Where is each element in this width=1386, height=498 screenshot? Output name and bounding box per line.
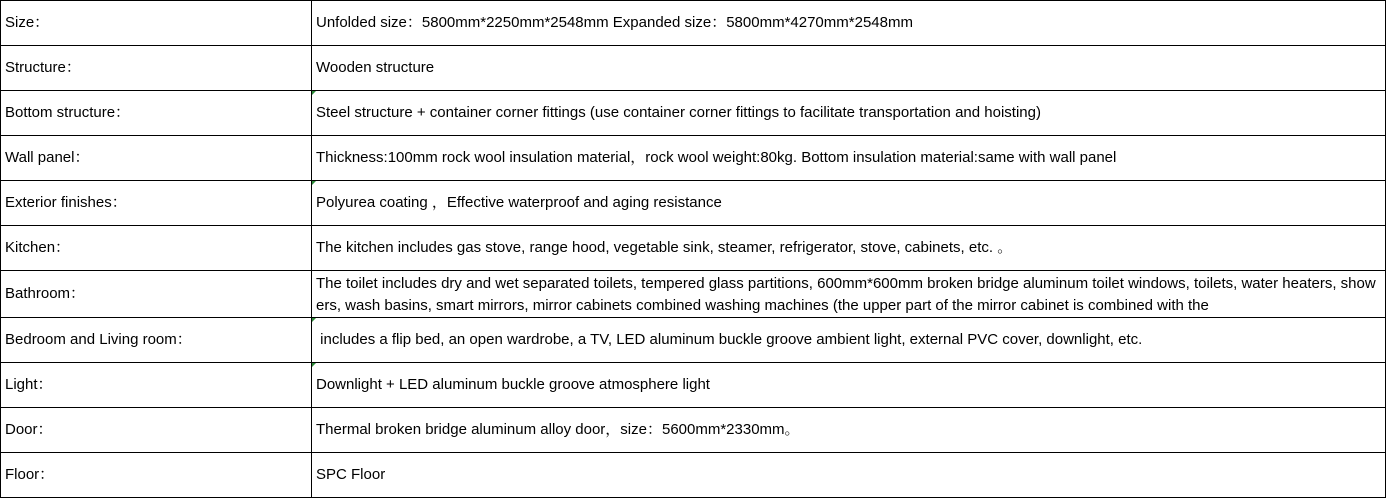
- row-value-bathroom[interactable]: The toilet includes dry and wet separated toilets, tempered glass partitions, 600mm*600mm broken bridge aluminum toilet windows, toilets, water heaters, showers, wash basins, smart mirrors, mirror cabinets combined washing machines (the upper part of the mirror cabinet is combined with the: [312, 271, 1386, 318]
- row-value-text: Downlight + LED aluminum buckle groove atmosphere light: [316, 376, 710, 393]
- cell-comment-marker: [312, 181, 316, 185]
- table-row: [1, 46, 1386, 91]
- cell-comment-marker: [312, 91, 316, 95]
- row-label-bedroom-living[interactable]: Bedroom and Living room：: [1, 318, 312, 363]
- table-row: [1, 318, 1386, 363]
- row-value-text: Polyurea coating ，Effective waterproof and aging resistance: [316, 194, 722, 211]
- table-row: [1, 226, 1386, 271]
- table-row: [1, 453, 1386, 498]
- row-label-door[interactable]: Door：: [1, 408, 312, 453]
- cell-comment-marker: [312, 363, 316, 367]
- row-label-light[interactable]: Light：: [1, 363, 312, 408]
- row-value-text: includes a flip bed, an open wardrobe, a TV, LED aluminum buckle groove ambient light, external PVC cover, downlight, etc.: [316, 331, 1143, 348]
- row-value-text: Steel structure + container corner fittings (use container corner fittings to facilitate transportation and hoisting): [316, 104, 1041, 121]
- row-label-wall-panel[interactable]: Wall panel：: [1, 136, 312, 181]
- row-label-exterior-finishes[interactable]: Exterior finishes：: [1, 181, 312, 226]
- row-label-bottom-structure[interactable]: Bottom structure：: [1, 91, 312, 136]
- row-value-exterior-finishes[interactable]: [312, 181, 1386, 226]
- row-value-structure[interactable]: Wooden structure: [312, 46, 1386, 91]
- cell-comment-marker: [312, 318, 316, 322]
- table-row: [1, 91, 1386, 136]
- row-value-bedroom-living[interactable]: [312, 318, 1386, 363]
- row-label-structure[interactable]: Structure：: [1, 46, 312, 91]
- table-row: [1, 363, 1386, 408]
- row-value-size[interactable]: Unfolded size：5800mm*2250mm*2548mm Expanded size：5800mm*4270mm*2548mm: [312, 1, 1386, 46]
- row-value-floor[interactable]: SPC Floor: [312, 453, 1386, 498]
- row-value-bottom-structure[interactable]: [312, 91, 1386, 136]
- row-label-size[interactable]: Size：: [1, 1, 312, 46]
- table-row: [1, 408, 1386, 453]
- row-value-kitchen[interactable]: The kitchen includes gas stove, range hood, vegetable sink, steamer, refrigerator, stove, cabinets, etc. 。: [312, 226, 1386, 271]
- table-row: [1, 271, 1386, 318]
- table-row: [1, 181, 1386, 226]
- row-value-door[interactable]: Thermal broken bridge aluminum alloy door，size：5600mm*2330mm。: [312, 408, 1386, 453]
- row-value-wall-panel[interactable]: Thickness:100mm rock wool insulation material，rock wool weight:80kg. Bottom insulation material:same with wall panel: [312, 136, 1386, 181]
- row-label-kitchen[interactable]: Kitchen：: [1, 226, 312, 271]
- row-label-bathroom[interactable]: Bathroom：: [1, 271, 312, 318]
- row-label-floor[interactable]: Floor：: [1, 453, 312, 498]
- table-row: [1, 136, 1386, 181]
- row-value-light[interactable]: [312, 363, 1386, 408]
- table-row: [1, 1, 1386, 46]
